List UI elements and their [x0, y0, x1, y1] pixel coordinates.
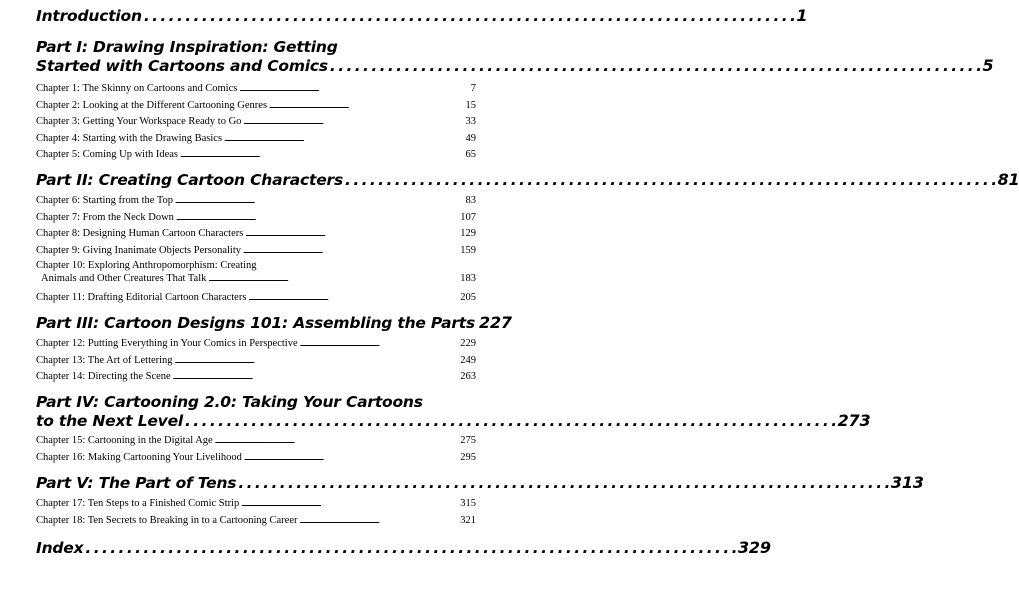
- part-1-chapter-list: [36, 82, 476, 165]
- dot-leader: [243, 115, 463, 128]
- part-3-chapter-list: [36, 337, 476, 387]
- chapter-entry[interactable]: [36, 451, 476, 468]
- dot-leader: [144, 7, 795, 25]
- toc-entry-page: 5: [982, 56, 994, 75]
- chapter-title: Chapter 7: From the Neck Down: [36, 211, 174, 223]
- chapter-page: 107: [460, 211, 476, 223]
- chapter-page: 7: [470, 83, 476, 94]
- dot-leader: [185, 412, 836, 430]
- chapter-page: 65: [465, 149, 476, 160]
- dot-leader: [85, 539, 736, 557]
- dot-leader: [180, 148, 463, 161]
- chapter-entry[interactable]: [36, 434, 476, 451]
- dot-leader: [175, 354, 459, 367]
- chapter-title: Chapter 9: Giving Inanimate Objects Personality: [36, 244, 241, 256]
- chapter-title-line2: Animals and Other Creatures That Talk: [41, 273, 207, 284]
- dot-leader: [345, 171, 996, 189]
- chapter-page: 315: [460, 498, 476, 509]
- chapter-entry[interactable]: [36, 370, 476, 387]
- toc-entry-title: Part V: The Part of Tens: [36, 474, 237, 492]
- chapter-page: 83: [465, 195, 476, 206]
- dot-leader: [239, 82, 468, 95]
- dot-leader: [248, 291, 458, 304]
- toc-entry-title: to the Next Level: [36, 412, 184, 430]
- dot-leader: [243, 244, 458, 257]
- chapter-title: Chapter 4: Starting with the Drawing Basics: [36, 132, 223, 144]
- toc-part-5[interactable]: [36, 473, 924, 492]
- toc-entry-page: 329: [738, 538, 771, 557]
- dot-leader: [215, 434, 459, 447]
- part-4-title-line1[interactable]: Part IV: Cartooning 2.0: Taking Your Cartoons: [36, 393, 423, 411]
- chapter-page: 229: [460, 338, 476, 349]
- chapter-entry[interactable]: [36, 148, 476, 165]
- chapter-entry[interactable]: [36, 291, 476, 308]
- chapter-page: 205: [460, 292, 476, 303]
- part-4-title-line2[interactable]: [36, 411, 871, 430]
- chapter-entry[interactable]: [36, 211, 476, 228]
- chapter-title: Chapter 18: Ten Secrets to Breaking in to a Cartooning Career: [36, 514, 298, 526]
- dot-leader: [300, 337, 459, 350]
- toc-entry-page: 227: [479, 313, 512, 332]
- chapter-entry[interactable]: [36, 82, 476, 99]
- chapter-title: Chapter 16: Making Cartooning Your Livelihood: [36, 451, 242, 463]
- toc-entry-title: Part III: Cartoon Designs 101: Assembling the Parts: [36, 314, 476, 332]
- chapter-page: 249: [460, 354, 476, 366]
- dot-leader: [224, 132, 463, 145]
- toc-entry-page: 1: [796, 6, 808, 25]
- toc-entry-title: Index: [36, 539, 84, 557]
- chapter-page: 275: [460, 435, 476, 446]
- chapter-entry-chapter-10[interactable]: [36, 260, 476, 288]
- chapter-entry[interactable]: [36, 337, 476, 354]
- chapter-title: Chapter 5: Coming Up with Ideas: [36, 149, 179, 160]
- dot-leader: [330, 57, 981, 75]
- toc-entry-page: 273: [837, 411, 871, 430]
- toc-entry-title: Part II: Creating Cartoon Characters: [36, 171, 344, 189]
- toc-entry-page: 313: [890, 473, 924, 492]
- dot-leader: [176, 211, 458, 224]
- chapter-title-line2-row: [36, 272, 476, 285]
- part-1-title-line1[interactable]: Part I: Drawing Inspiration: Getting: [36, 38, 338, 56]
- toc-part-4: [36, 393, 871, 430]
- chapter-title: Chapter 3: Getting Your Workspace Ready to Go: [36, 116, 242, 127]
- dot-leader: [173, 370, 459, 383]
- chapter-title: Chapter 2: Looking at the Different Cartooning Genres: [36, 99, 268, 111]
- dot-leader: [238, 474, 889, 492]
- chapter-title: Chapter 8: Designing Human Cartoon Characters: [36, 228, 244, 239]
- chapter-page: 49: [465, 132, 476, 144]
- chapter-entry[interactable]: [36, 115, 476, 132]
- chapter-entry[interactable]: [36, 354, 476, 371]
- dot-leader: [241, 497, 458, 510]
- chapter-entry[interactable]: [36, 497, 476, 514]
- part-2-chapter-list: [36, 194, 476, 308]
- toc-entry-page: 81: [997, 170, 1019, 189]
- chapter-title: Chapter 12: Putting Everything in Your Comics in Perspective: [36, 338, 298, 349]
- chapter-entry[interactable]: [36, 194, 476, 211]
- chapter-page: 321: [460, 514, 476, 526]
- dot-leader: [208, 272, 458, 285]
- chapter-page: 295: [460, 451, 476, 463]
- chapter-entry[interactable]: [36, 132, 476, 149]
- dot-leader: [244, 451, 458, 464]
- chapter-entry[interactable]: [36, 514, 476, 531]
- chapter-page: 159: [460, 244, 476, 256]
- chapter-page: 263: [460, 371, 476, 382]
- toc-part-2[interactable]: [36, 170, 1019, 189]
- part-1-title-line2[interactable]: [36, 56, 994, 75]
- dot-leader: [175, 194, 463, 207]
- toc-entry-introduction[interactable]: [36, 6, 808, 25]
- dot-leader: [269, 99, 463, 112]
- chapter-title: Chapter 6: Starting from the Top: [36, 195, 174, 206]
- chapter-title-line1: Chapter 10: Exploring Anthropomorphism: Creating: [36, 260, 257, 271]
- chapter-entry[interactable]: [36, 227, 476, 244]
- toc-entry-title: Introduction: [36, 7, 142, 25]
- toc-part-1: [36, 38, 994, 75]
- chapter-entry[interactable]: [36, 99, 476, 116]
- chapter-title: Chapter 17: Ten Steps to a Finished Comic Strip: [36, 498, 240, 509]
- chapter-title: Chapter 15: Cartooning in the Digital Age: [36, 435, 213, 446]
- chapter-page: 183: [460, 273, 476, 284]
- part-5-chapter-list: [36, 497, 476, 530]
- toc-part-3[interactable]: [36, 313, 512, 332]
- chapter-page: 129: [460, 228, 476, 239]
- toc-entry-title: Started with Cartoons and Comics: [36, 57, 328, 75]
- chapter-title: Chapter 1: The Skinny on Cartoons and Comics: [36, 83, 238, 94]
- toc-entry-index[interactable]: [36, 538, 771, 557]
- chapter-entry[interactable]: [36, 244, 476, 261]
- chapter-title: Chapter 13: The Art of Lettering: [36, 354, 173, 366]
- chapter-title: Chapter 11: Drafting Editorial Cartoon Characters: [36, 292, 247, 303]
- part-4-chapter-list: [36, 434, 476, 467]
- chapter-page: 33: [465, 116, 476, 127]
- dot-leader: [245, 227, 458, 240]
- dot-leader: [300, 514, 459, 527]
- chapter-page: 15: [465, 99, 476, 111]
- chapter-title: Chapter 14: Directing the Scene: [36, 371, 171, 382]
